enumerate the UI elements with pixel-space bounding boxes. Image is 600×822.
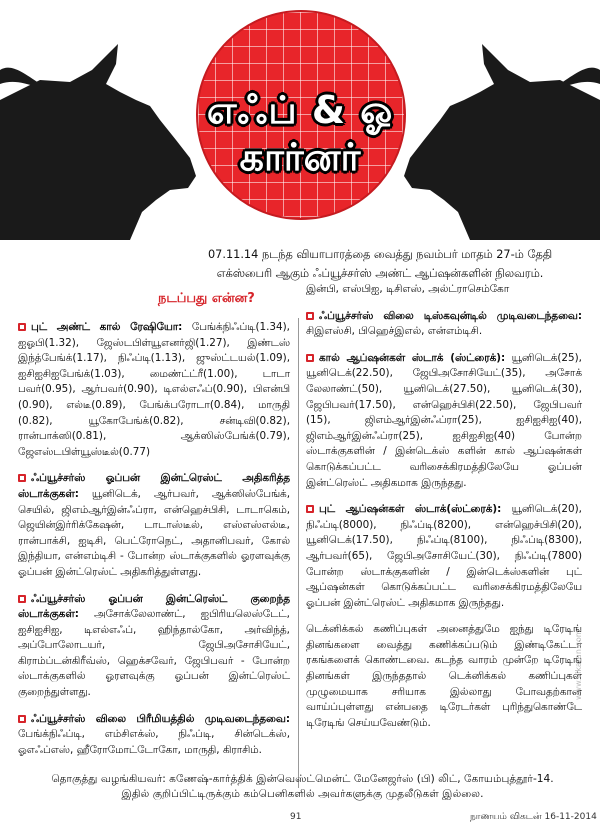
section-title: ஃப்யூச்சர்ஸ் ஓப்பன் இன்ட்ரெஸ்ட் அதிகரித்த ஸ்டாக்குகள்: [18,472,290,500]
section-body: சிஇஎஸ்சி, பிஹெச்இஎல், என்எம்டிசி. [306,325,483,338]
section-body: யூனிடெக், ஆர்பவர், ஆக்ஸிஸ்பேங்க், செயில், ஜிஎம்ஆர்இன்ஃப்ரா, என்ஹெச்பிசி, டாடாகெம், ஜெயின்இர்ரிக்கேஷன், டாடாஸ்டீல், எஸ்எஸ்எல்டீ, ரான்பாக்சி, ஐடிசி, பெட்ரோநெட், அதானிபவர், கோல் இந்தியா, என்எம்டிசி - போன்ற ஸ்டாக்குகளில் ஓரளவுக்கு ஓப்பன் இன்ட்ரெஸ்ட் அதிகரித்துள்ளது. [18,487,290,578]
bullet-square-icon [306,354,314,362]
footer-credit [30,772,575,802]
right-top-list: இன்பி, எஸ்பிஐ, டிசிஎஸ், அல்ட்ராசெம்கோ [306,283,510,295]
bullet-square-icon [18,474,26,482]
bullet-square-icon [18,595,26,603]
page-number: 91 [290,812,302,822]
issue-date: நாணயம் விகடன் 16-11-2014 [470,812,597,822]
section-title: ஃப்யூச்சர்ஸ் விலை டிஸ்கவுன்டில் முடிவடைந்தவை: [319,309,582,322]
right-column [306,282,582,742]
bullet-square-icon [306,505,314,513]
section-body: பேங்க்நிஃப்டி, எம்சிஎக்ஸ், நிஃப்டி, சின்டெக்ஸ், ஓஎஃப்எஸ், ஹீரோமோட்டோகோ, மாருதி, கிராசிம். [18,728,290,756]
section-technical-note [306,622,582,731]
column-divider [298,318,299,788]
left-column [18,320,290,769]
section-body: டெக்னிக்கல் கணிப்புகள் அனைத்துமே ஐந்து டிரேடிங் தினங்களை வைத்து கணிக்கப்படும் இண்டிகேட்டர் ரகங்களைக் கொண்டவை. கடந்த வாரம் முன்றே டிரேடிங் தினங்கள் இருந்ததால் டெக்னிக்கல் கணிப்புகள் முழுமையாக சரியாக இல்லாது போவதற்கான வாய்ப்புள்ளது என்பதை டிரேடர்கள் புரிந்துகொண்டே டிரேடிங் செய்யவேண்டும். [306,623,582,729]
section-call-options [306,351,582,491]
section-title: ஃப்யூச்சர்ஸ் விலை பிரீமியத்தில் முடிவடைந்தவை: [31,712,290,725]
section-title: புட் அண்ட் கால் ரேஷியோ: [31,321,183,333]
section-premium [18,712,290,759]
section-oi-decreased [18,592,290,701]
section-discount [306,309,582,340]
section-body: பேங்க்நிஃப்டி(1.34), ஐஓபி(1.32), ஜேஸ்டபிள்யூஎனர்ஜி(1.27), இண்டஸ் இந்த்பேங்க்(1.17), நிஃப்டி(1.13), ஜுஸ்ட்டயல்(1.09), ஐசிஐசிஐபேங்க்(1.03), மைண்ட்ட்ரீ(1.00), டாடா பவர்(0.95), ஆர்பவர்(0.90), டிஎல்எஃப்(0.90), பிஎன்பி (0.90), எல்டீ(0.89), பேங்க்பரோடா(0.84), மாருதி (0.82), யூகோபேங்க்(0.82), சன்டிவி(0.82), ரான்பாக்ஸி(0.81), ஆக்ஸிஸ்பேங்க்(0.79), ஜேஎஸ்டபிள்யூஸ்டீல்(0.77) [18,321,290,458]
bullet-square-icon [18,715,26,723]
footer-line-2: இதில் குறிப்பிட்டிருக்கும் கம்பெனிகளில் அவர்களுக்கு முதலீடுகள் இல்லை. [121,788,484,800]
header-banner [0,0,600,240]
section-title: ஃப்யூச்சர்ஸ் ஓப்பன் இன்ட்ரெஸ்ட் குறைந்த ஸ்டாக்குகள்: [18,592,290,621]
bullet-square-icon [306,312,314,320]
section-heading: நடப்பது என்ன? [158,291,255,306]
title-line-1: எஃப் & ஓ [206,88,394,132]
section-body: யூனிடெக்(25), யூனிடெக்(22.50), ஜேபிஅசோசியேட்(35), அசோக் லேலாண்ட்(50), யூனிடெக்(27.50), யூனிடெக்(30), ஜேபிபவர்(17.50), என்ஹெச்பிசி(22.50), ஜேபிபவர் (15), ஜிஎம்ஆர்இன்ஃப்ரா(25), ஐசிஐசிஐ(40), ஜிஎம்ஆர்இன்ஃப்ரா(25), ஐசிஐசிஐ(40) போன்ற ஸ்டாக்குகளின் / இன்டெக்ஸ் களின் கால் ஆப்ஷன்கள் கொடுக்கப்பட்ட வரிசைக்கிரமத்திலேயே ஓப்பன் இன்ட்ரெஸ்ட் அதிகமாக இருந்தது. [306,351,582,489]
section-body: அசோக்லேலாண்ட், ஐபிரியலெஸ்டேட், ஐசிஐசிஐ, டிஎல்எஃப், ஹிந்தால்கோ, அர்விந்த், அப்போலோடயர், ஜேபிஅசோசியேட், கிராம்ப்டன்கிரீவ்ஸ், ஹெக்சவேர், ஜேபிபவர் - போன்ற ஸ்டாக்குகளில் ஓரளவுக்கு ஓப்பன் இன்ட்ரெஸ்ட் குறைந்துள்ளது. [18,608,290,699]
bullet-square-icon [18,323,26,331]
site-watermark: www.vikatan.com [574,629,583,700]
page-footer [0,812,600,822]
section-title: கால் ஆப்ஷன்கள் ஸ்டாக் (ஸ்ட்ரைக்): [319,351,506,364]
section-oi-increased [18,471,290,580]
section-put-options [306,502,582,611]
footer-line-1: தொகுத்து வழங்கியவர்: கணேஷ்-கார்த்திக் இன்வெஸ்ட்மென்ட் மேனேஜர்ஸ் (பி) லிட், கோயம்புத்தூர்-14. [51,773,554,785]
intro-text: 07.11.14 நடந்த வியாபாரத்தை வைத்து நவம்பர் மாதம் 27-ம் தேதி எக்ஸ்பைரி ஆகும் ஃப்யூச்சர்ஸ் அண்ட் ஆப்ஷன்களின் நிலவரம். [207,248,552,280]
section-body: யூனிடெக்(20), நிஃப்டி(8000), நிஃப்டி(8200), என்ஹெச்பிசி(20), யூனிடெக்(17.50), நிஃப்டி(8100), நிஃப்டி(8300), ஆர்பவர்(65), ஜேபிஅசோசியேட்(30), நிஃப்டி(7800) போன்ற ஸ்டாக்குகளின் / இன்டெக்ஸ்களின் புட் ஆப்ஷன்கள் கொடுக்கப்பட்ட வரிசைக்கிரமத்திலேயே ஓப்பன் இன்ட்ரெஸ்ட் அதிகமாக இருந்தது. [306,503,582,609]
section-title: புட் ஆப்ஷன்கள் ஸ்டாக்(ஸ்ட்ரைக்): [319,503,502,516]
section-put-call-ratio [18,320,290,460]
title-line-2: கார்னர் [239,135,361,179]
